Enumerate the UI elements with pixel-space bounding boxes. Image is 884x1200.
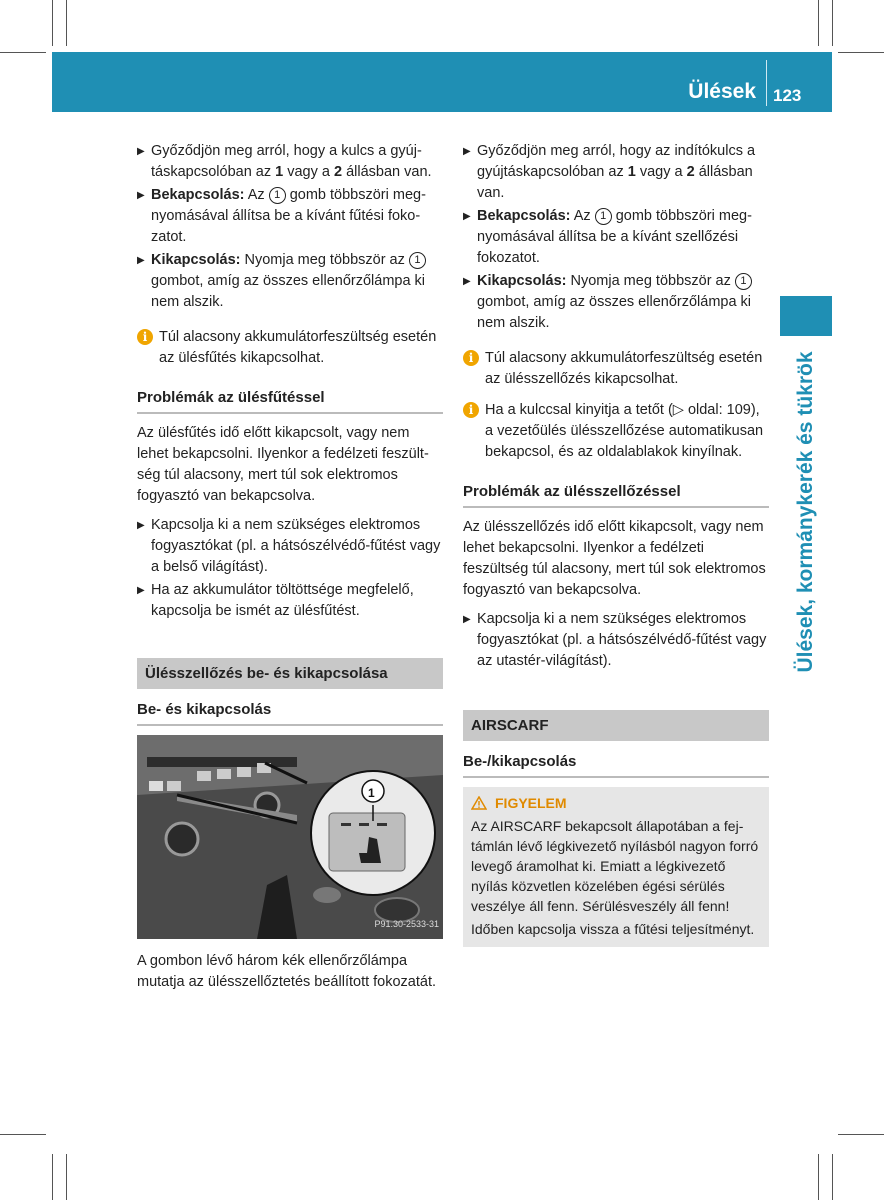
right-column (463, 141, 769, 947)
photo-code: P91.30-2533-31 (374, 919, 439, 929)
problem-heading: Problémák az ülésfűtéssel (137, 387, 443, 414)
left-column (137, 141, 443, 993)
photo-caption: A gombon lévő három kék ellenőrzőlámpa mutatja az ülésszellőztetés beállított fokozatát. (137, 953, 437, 990)
crop-mark (818, 0, 819, 46)
page-title: Ülések (688, 80, 756, 103)
list-item: ▶ Bekapcsolás: Az 1 gomb többszöri megnyomásával állítsa be a kívánt fűtési fokozatot. (137, 185, 443, 248)
problem-text: Az ülésfűtés idő előtt kikapcsolt, vagy nem lehet bekapcsolni. Ilyenkor a fedélzeti feszültség túl alacsony, mert túl sok elektromos fogyasztó van bekapcsolva. (137, 425, 429, 504)
bullet-arrow-icon: ▶ (137, 255, 145, 266)
crop-mark (832, 0, 833, 46)
crop-mark (66, 1154, 67, 1200)
callout-number-icon: 1 (595, 208, 612, 225)
subsection-title: Be-/kikapcsolás (463, 751, 769, 778)
bullet-arrow-icon: ▶ (463, 614, 471, 625)
bullet-arrow-icon: ▶ (463, 276, 471, 287)
list-item: ▶ Ha az akkumulátor töltöttsége megfelelő, kapcsolja be ismét az ülésfűtést. (137, 580, 443, 622)
section-title: Ülésszellőzés be- és kikapcsolása (137, 658, 443, 689)
subsection-title: Be- és kikapcsolás (137, 699, 443, 726)
dashboard-illustration (137, 735, 443, 939)
callout-number-icon: 1 (735, 273, 752, 290)
info-icon: i (463, 402, 479, 418)
bullet-arrow-icon: ▶ (137, 585, 145, 596)
problem-heading: Problémák az ülésszellőzéssel (463, 481, 769, 508)
info-note: i Ha a kulccsal kinyitja a tetőt (▷ oldal: 109), a vezetőülés ülésszellőzése automatikusan bekapcsol, és az oldalablakok kinyílnak. (463, 400, 769, 463)
side-tab-marker (780, 296, 832, 336)
crop-mark (52, 0, 53, 46)
side-tab-label: Ülések, kormánykerék és tükrök (794, 351, 817, 673)
crop-mark (0, 52, 46, 53)
info-note: i Túl alacsony akkumulátorfeszültség esetén az ülésfűtés kikapcsolhat. (137, 327, 443, 369)
callout-number-icon: 1 (409, 252, 426, 269)
dashboard-photo (137, 735, 443, 939)
bullet-arrow-icon: ▶ (137, 520, 145, 531)
list-item: ▶ Kikapcsolás: Nyomja meg többször az 1 gombot, amíg az összes ellenőrzőlámpa ki nem alszik. (463, 271, 769, 334)
list-item: ▶ Kapcsolja ki a nem szükséges elektromos fogyasztókat (pl. a hátsószélvédő-fűtést vagy a belső világítást). (137, 515, 443, 578)
warning-triangle-icon (471, 796, 487, 810)
warning-text: Az AIRSCARF bekapcsolt állapotában a fejtámlán lévő légkivezető nyílásból nagyon forró levegő áramolhat ki. Emiatt a légkivezető nyílás közvetlen közelében égési sérülés veszélye áll fenn. Sérülésveszély áll fenn! (471, 818, 759, 914)
problem-text: Az ülésszellőzés idő előtt kikapcsolt, vagy nem lehet bekapcsolni. Ilyenkor a fedélzeti feszültség túl alacsony, mert túl sok elektromos fogyasztó van bekapcsolva. (463, 519, 766, 598)
warning-title: FIGYELEM (495, 795, 567, 811)
bullet-arrow-icon: ▶ (463, 146, 471, 157)
crop-mark (52, 1154, 53, 1200)
bullet-arrow-icon: ▶ (463, 211, 471, 222)
info-icon: i (137, 329, 153, 345)
list-item: ▶ Bekapcsolás: Az 1 gomb többszöri megnyomásával állítsa be a kívánt szellőzési fokozatot. (463, 206, 769, 269)
crop-mark (0, 1134, 46, 1135)
list-item: ▶ Kapcsolja ki a nem szükséges elektromos fogyasztókat (pl. a hátsószélvédő-fűtést vagy az utastér-világítást). (463, 609, 769, 672)
header-divider (766, 60, 767, 106)
crop-mark (838, 52, 884, 53)
bullet-arrow-icon: ▶ (137, 190, 145, 201)
list-item: ▶ Győződjön meg arról, hogy az indítókulcs a gyújtáskapcsolóban az 1 vagy a 2 állásban van. (463, 141, 769, 204)
crop-mark (66, 0, 67, 46)
info-icon: i (463, 350, 479, 366)
warning-box (463, 787, 769, 947)
bullet-arrow-icon: ▶ (137, 146, 145, 157)
info-note: i Túl alacsony akkumulátorfeszültség esetén az ülésszellőzés kikapcsolhat. (463, 348, 769, 390)
list-item: ▶ Győződjön meg arról, hogy a kulcs a gyújtáskapcsolóban az 1 vagy a 2 állásban van. (137, 141, 443, 183)
page-number: 123 (773, 86, 802, 105)
section-title: AIRSCARF (463, 710, 769, 741)
photo-callout-number: 1 (368, 786, 375, 800)
crop-mark (832, 1154, 833, 1200)
crop-mark (838, 1134, 884, 1135)
warning-action: Időben kapcsolja vissza a fűtési teljesítményt. (471, 921, 755, 937)
callout-number-icon: 1 (269, 187, 286, 204)
crop-mark (818, 1154, 819, 1200)
list-item: ▶ Kikapcsolás: Nyomja meg többször az 1 gombot, amíg az összes ellenőrzőlámpa ki nem alszik. (137, 250, 443, 313)
